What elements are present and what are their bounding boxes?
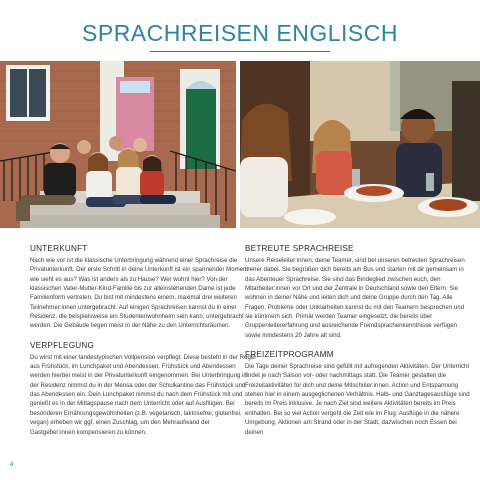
freizeit-heading: FREIZEITPROGRAMM: [245, 350, 334, 360]
page-title: SPRACHREISEN ENGLISCH: [82, 20, 398, 46]
unterkunft-heading: UNTERKUNFT: [30, 244, 88, 253]
betreute-heading: BETREUTE SPRACHREISE: [245, 244, 354, 253]
page-number: 4: [10, 462, 14, 468]
unterkunft-text: Nach wie vor ist die klassische Unterbringung während einer Sprachreise die Privatunterkunft. Der erste Schritt in deine Unterkunft ist ein spannender Moment – wie sieht es aus? Was ist anders als zu Hause? Wer wohnt hier? Von der klassischen Vater-Mutter-Kind-Familie bis zur alleinstehenden Dame ist jede Familienform vertreten. Du bist mit mindestens einem, maximal drei weiteren Teilnehmer:innen untergebracht. Auf einigen Sprachreisen kannst du in einer Residenz, die beispielsweise ein Studentenwohnheim sein kann, untergebracht werden. Die Gebäude liegen meist in der Nähe zu den Unterrichtsräumen.: [30, 257, 254, 330]
students-dining-photo: [240, 61, 480, 228]
right-text-column: [245, 243, 471, 437]
freizeit-text: Die Tage deiner Sprachreise sind gefüllt mit aufregenden Aktivitäten. Der Unterricht findet je nach Saison vor- oder nachmittags statt. Die Teamer gestalten die Freizeitaktivitäten für dich und deine Mitschüler:innen. Action und Entspannung stehen hier in einem ausgeglichenen Verhältnis. Halb- und Ganztagesausflüge sind bereits im Preis inklusive. Je nach Ziel sind weitere Aktivitäten bereits im Preis enthalten. Bei so viel Action vergeht die Zeit wie im Flug: Ausflüge in die nähere Umgebung, Aktionen am Strand oder in der Stadt, dazwischen noch Essen bei deinen: [245, 363, 470, 436]
verpflegung-text: Du wirst mit einer landestypischen Vollpension verpflegt. Diese besteht in der Regel aus Frühstück, im Lunchpaket und Abendessen. Frühstück und Abendessen werden hierbei meist in der Privatunterkunft eingenommen. Bei Unterbringung in der Residenz nimmst du in der Mensa oder der Schulkantine das Frühstück und das Abendessen ein. Dein Lunchpaket nimmst du nach dem Frühstück mit und genießt es in der Mittagspause nach dem Unterricht oder auf Ausflügen. Bei besonderen Ernährungsgewohnheiten (z.B. vegetarisch, laktosefrei, glutenfrei, vegan) erheben wir ggf. einen Zuschlag, um den Mehraufwand der Gastgeber:innen kompensieren zu können.: [30, 353, 256, 436]
left-text-column: [30, 243, 256, 437]
betreute-text: Unsere Reiseleiter:innen, deine Teamer, sind bei unseren betreuten Sprachreisen immer dabei. Sie begrüßen dich bereits am Bus und starten mit dir gemeinsam in das Abenteuer Sprachreise. Sie sind das Bindeglied zwischen euch, den Mitarbeiter:innen vor Ort und der Zentrale in Deutschland sowie den Eltern. Sie wohnen in deiner Nähe und leiten dich und deine Gruppe durch den Tag. Alle Fragen, Probleme oder Unklarheiten kannst du mit den Teamern besprechen und sie kümmern sich. Primär werden Teamer eingesetzt, die bereits über Gruppenleitererfahrung und ausreichende Fremdsprachenkenntnisse verfügen sowie mindestens 20 Jahre alt sind.: [245, 257, 465, 339]
verpflegung-heading: VERPFLEGUNG: [30, 340, 95, 350]
students-on-steps-photo: [0, 61, 236, 228]
title-divider: [150, 51, 330, 52]
